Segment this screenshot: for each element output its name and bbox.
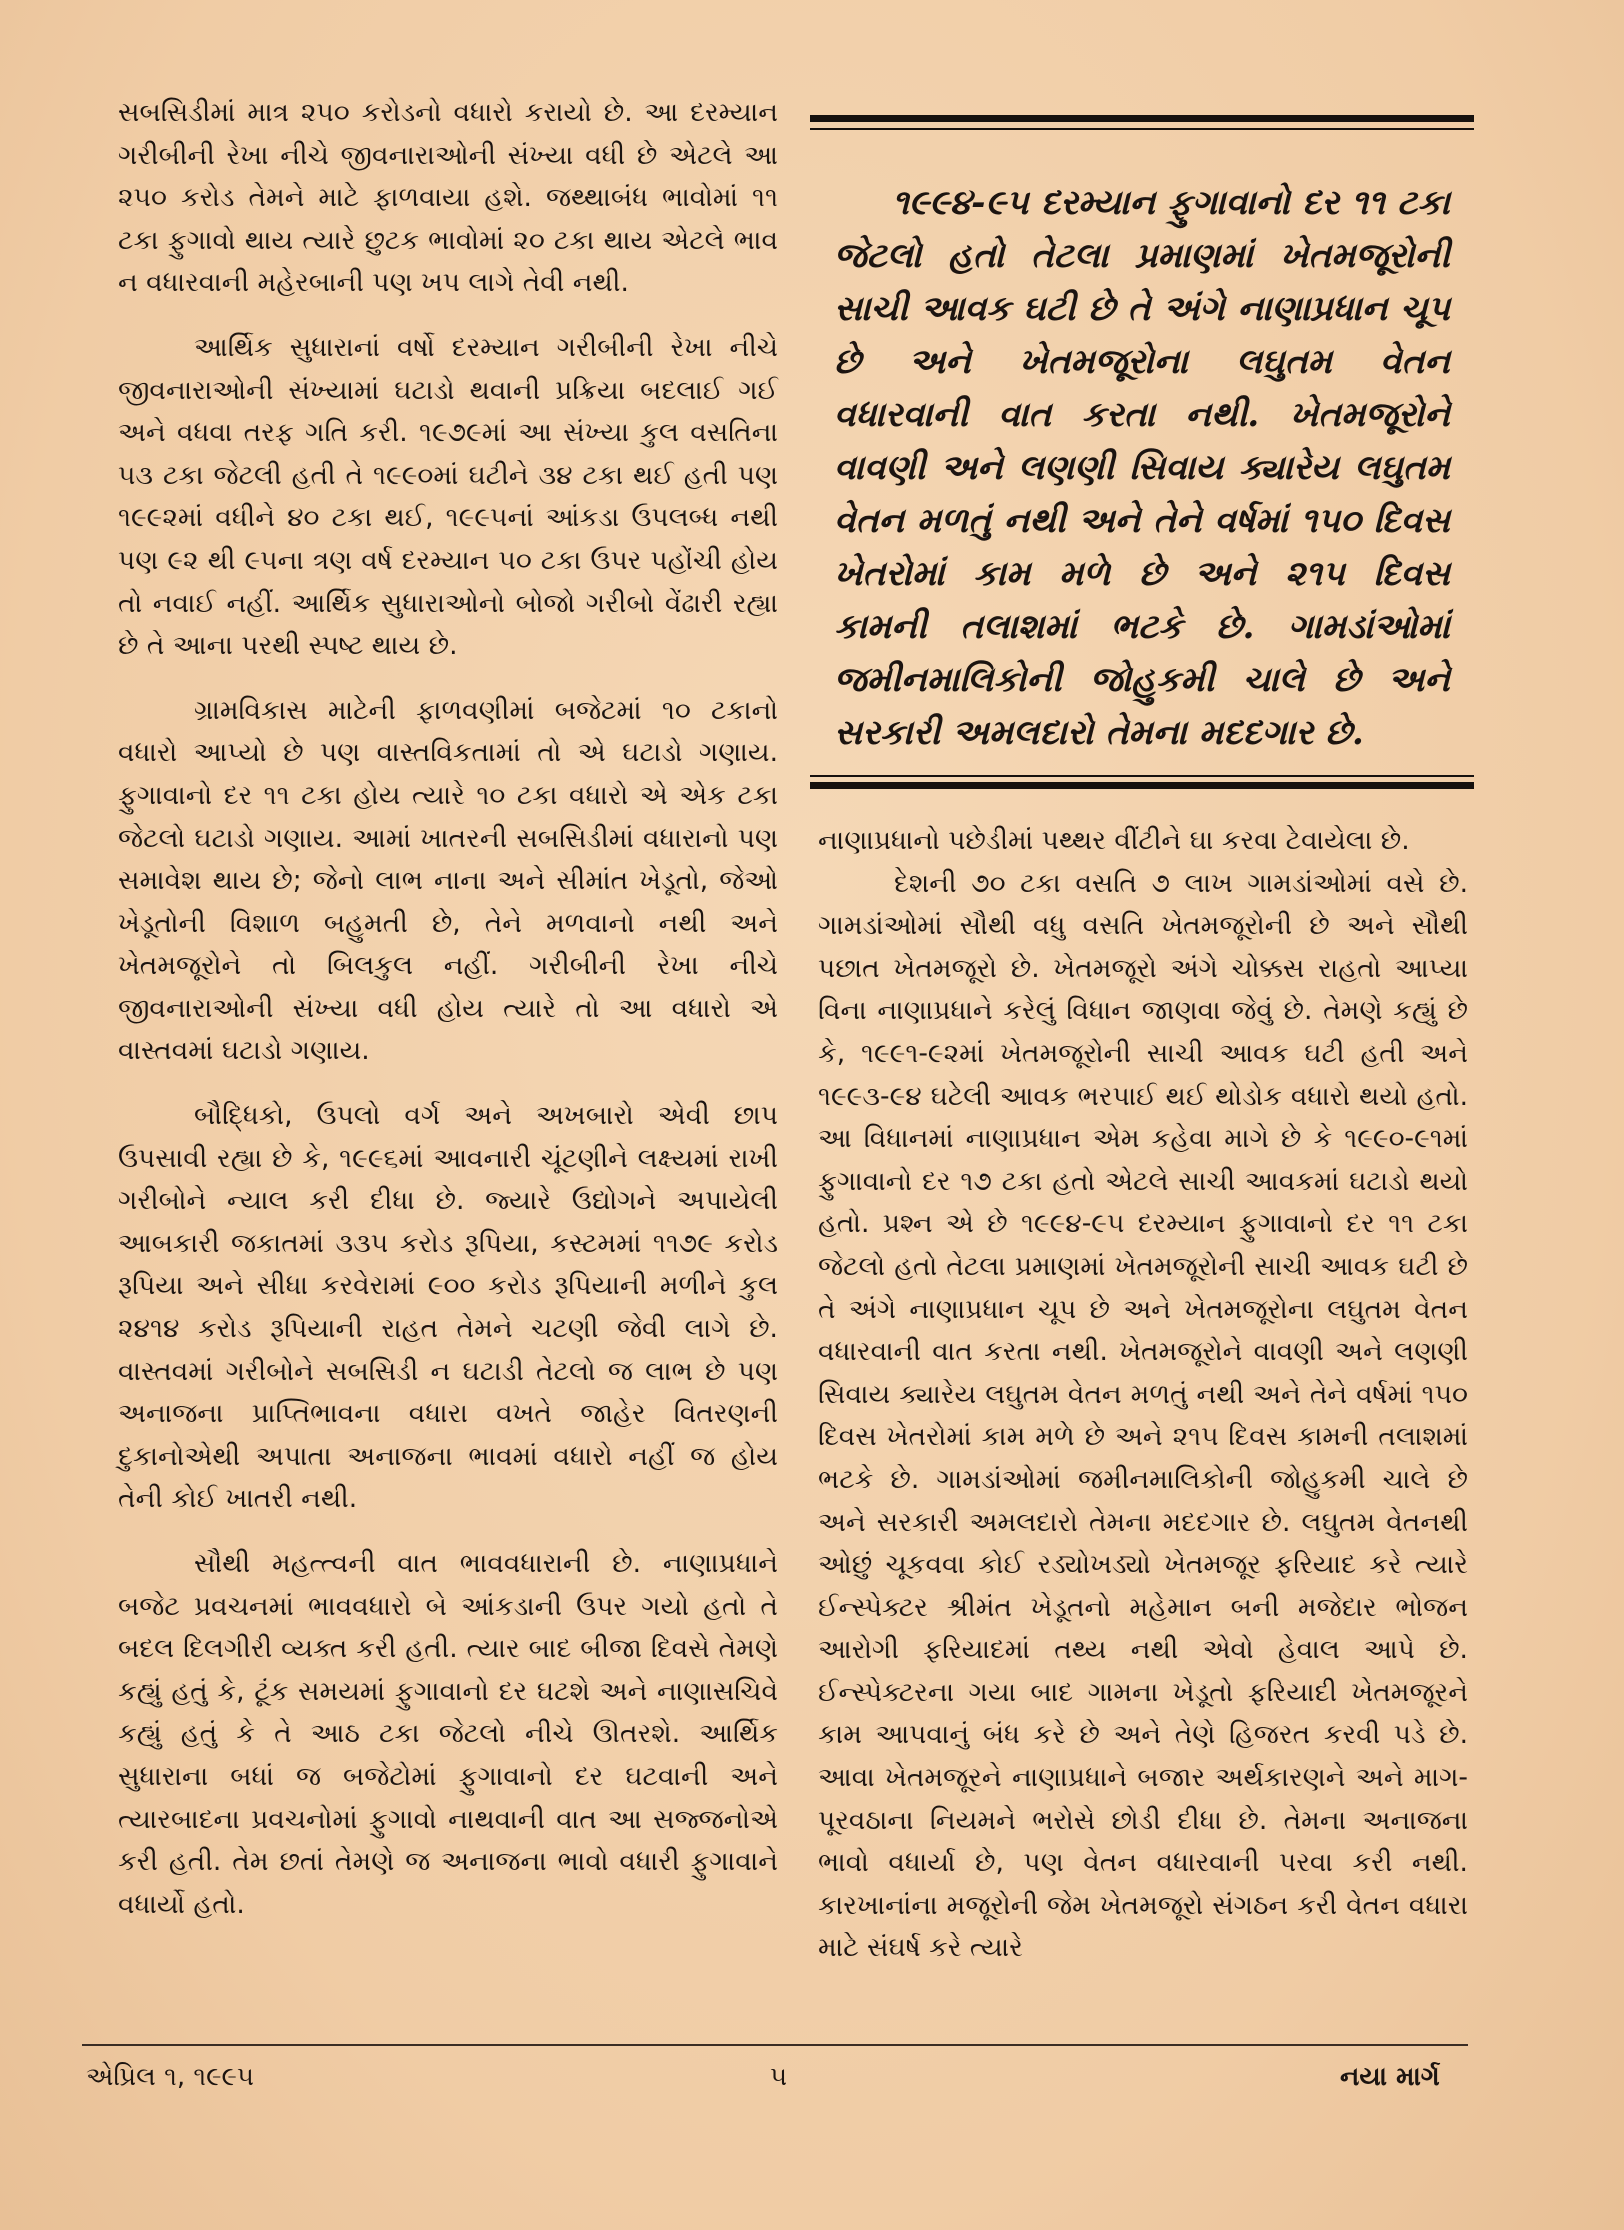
pull-quote-bottom-rule-thick [810, 782, 1474, 789]
footer-rule [82, 2044, 1468, 2046]
pull-quote: ૧૯૯૪-૯૫ દરમ્યાન ફુગાવાનો દર ૧૧ ટકા જેટલો હતો તેટલા પ્રમાણમાં ખેતમજૂરોની સાચી આવક ઘટી છે તે અંગે નાણાપ્રધાન ચૂપ છે અને ખેતમજૂરોના લઘુતમ વેતન વધારવાની વાત કરતા નથી. ખેતમજૂરોને વાવણી અને લણણી સિવાય ક્યારેય લઘુતમ વેતન મળતું નથી અને તેને વર્ષમાં ૧૫૦ દિવસ ખેતરોમાં કામ મળે છે અને ૨૧૫ દિવસ કામની તલાશમાં ભટકે છે. ગામડાંઓમાં જમીનમાલિકોની જોહુકમી ચાલે છે અને સરકારી અમલદારો તેમના મદદગાર છે. [834, 183, 1450, 753]
right-column [818, 820, 1468, 1970]
footer-date: એપ્રિલ ૧, ૧૯૯૫ [86, 2062, 254, 2092]
left-paragraph-1: સબસિડીમાં માત્ર ૨૫૦ કરોડનો વધારો કરાયો છે. આ દરમ્યાન ગરીબીની રેખા નીચે જીવનારાઓની સંખ્યા વધી છે એટલે આ ૨૫૦ કરોડ તેમને માટે ફાળવાયા હશે. જથ્થાબંધ ભાવોમાં ૧૧ ટકા ફુગાવો થાય ત્યારે છુટક ભાવોમાં ૨૦ ટકા થાય એટલે ભાવ ન વધારવાની મહેરબાની પણ ખપ લાગે તેવી નથી. [118, 97, 778, 299]
right-paragraph-1: નાણાપ્રધાનો પછેડીમાં પથ્થર વીંટીને ઘા કરવા ટેવાયેલા છે. [818, 825, 1410, 856]
left-paragraph-4: બૌદ્ધિકો, ઉપલો વર્ગ અને અખબારો એવી છાપ ઉપસાવી રહ્યા છે કે, ૧૯૯૬માં આવનારી ચૂંટણીને લક્ષ્યમાં રાખી ગરીબોને ન્યાલ કરી દીધા છે. જ્યારે ઉદ્યોગને અપાયેલી આબકારી જકાતમાં ૩૩૫ કરોડ રૂપિયા, કસ્ટમમાં ૧૧૭૯ કરોડ રૂપિયા અને સીધા કરવેરામાં ૯૦૦ કરોડ રૂપિયાની મળીને કુલ ૨૪૧૪ કરોડ રૂપિયાની રાહત તેમને ચટણી જેવી લાગે છે. વાસ્તવમાં ગરીબોને સબસિડી ન ઘટાડી તેટલો જ લાભ છે પણ અનાજના પ્રાપ્તિભાવના વધારા વખતે જાહેર વિતરણની દુકાનોએથી અપાતા અનાજના ભાવમાં વધારો નહીં જ હોય તેની કોઈ ખાતરી નથી. [118, 1100, 778, 1515]
left-column [118, 92, 778, 1926]
pull-quote-bottom-rule-thin [810, 775, 1474, 777]
publication-name: નયા માર્ગ [1340, 2062, 1440, 2092]
pull-quote-top-rule-thick [810, 115, 1474, 122]
left-paragraph-3: ગ્રામવિકાસ માટેની ફાળવણીમાં બજેટમાં ૧૦ ટકાનો વધારો આપ્યો છે પણ વાસ્તવિકતામાં તો એ ઘટાડો ગણાય. ફુગાવાનો દર ૧૧ ટકા હોય ત્યારે ૧૦ ટકા વધારો એ એક ટકા જેટલો ઘટાડો ગણાય. આમાં ખાતરની સબસિડીમાં વધારાનો પણ સમાવેશ થાય છે; જેનો લાભ નાના અને સીમાંત ખેડૂતો, જેઓ ખેડૂતોની વિશાળ બહુમતી છે, તેને મળવાનો નથી અને ખેતમજૂરોને તો બિલકુલ નહીં. ગરીબીની રેખા નીચે જીવનારાઓની સંખ્યા વધી હોય ત્યારે તો આ વધારો એ વાસ્તવમાં ઘટાડો ગણાય. [118, 694, 778, 1067]
page-number: ૫ [770, 2062, 788, 2092]
left-paragraph-2: આર્થિક સુધારાનાં વર્ષો દરમ્યાન ગરીબીની રેખા નીચે જીવનારાઓની સંખ્યામાં ઘટાડો થવાની પ્રક્રિયા બદલાઈ ગઈ અને વધવા તરફ ગતિ કરી. ૧૯૭૯માં આ સંખ્યા કુલ વસતિના ૫૩ ટકા જેટલી હતી તે ૧૯૯૦માં ઘટીને ૩૪ ટકા થઈ હતી પણ ૧૯૯૨માં વધીને ૪૦ ટકા થઈ, ૧૯૯૫નાં આંકડા ઉપલબ્ધ નથી પણ ૯૨ થી ૯૫ના ત્રણ વર્ષ દરમ્યાન ૫૦ ટકા ઉપર પહોંચી હોય તો નવાઈ નહીં. આર્થિક સુધારાઓનો બોજો ગરીબો વેંઢારી રહ્યા છે તે આના પરથી સ્પષ્ટ થાય છે. [118, 331, 778, 662]
right-paragraph-2: દેશની ૭૦ ટકા વસતિ ૭ લાખ ગામડાંઓમાં વસે છે. ગામડાંઓમાં સૌથી વધુ વસતિ ખેતમજૂરોની છે અને સૌથી પછાત ખેતમજૂરો છે. ખેતમજૂરો અંગે ચોક્કસ રાહતો આપ્યા વિના નાણાપ્રધાને કરેલું વિધાન જાણવા જેવું છે. તેમણે કહ્યું છે કે, ૧૯૯૧-૯૨માં ખેતમજૂરોની સાચી આવક ઘટી હતી અને ૧૯૯૩-૯૪ ઘટેલી આવક ભરપાઈ થઈ થોડોક વધારો થયો હતો. આ વિધાનમાં નાણાપ્રધાન એમ કહેવા માગે છે કે ૧૯૯૦-૯૧માં ફુગાવાનો દર ૧૭ ટકા હતો એટલે સાચી આવકમાં ઘટાડો થયો હતો. પ્રશ્ન એ છે ૧૯૯૪-૯૫ દરમ્યાન ફુગાવાનો દર ૧૧ ટકા જેટલો હતો તેટલા પ્રમાણમાં ખેતમજૂરોની સાચી આવક ઘટી છે તે અંગે નાણાપ્રધાન ચૂપ છે અને ખેતમજૂરોના લઘુતમ વેતન વધારવાની વાત કરતા નથી. ખેતમજૂરોને વાવણી અને લણણી સિવાય ક્યારેય લઘુતમ વેતન મળતું નથી અને તેને વર્ષમાં ૧૫૦ દિવસ ખેતરોમાં કામ મળે છે અને ૨૧૫ દિવસ કામની તલાશમાં ભટકે છે. ગામડાંઓમાં જમીનમાલિકોની જોહુકમી ચાલે છે અને સરકારી અમલદારો તેમના મદદગાર છે. લઘુતમ વેતનથી ઓછું ચૂકવવા કોઈ રડ્યોખડ્યો ખેતમજૂર ફરિયાદ કરે ત્યારે ઈન્સ્પેક્ટર શ્રીમંત ખેડૂતનો મહેમાન બની મજેદાર ભોજન આરોગી ફરિયાદમાં તથ્ય નથી એવો હેવાલ આપે છે. ઈન્સ્પેક્ટરના ગયા બાદ ગામના ખેડૂતો ફરિયાદી ખેતમજૂરને કામ આપવાનું બંધ કરે છે અને તેણે હિજરત કરવી પડે છે. આવા ખેતમજૂરને નાણાપ્રધાને બજાર અર્થકારણને અને માગ-પૂરવઠાના નિયમને ભરોસે છોડી દીધા છે. તેમના અનાજના ભાવો વધાર્યા છે, પણ વેતન વધારવાની પરવા કરી નથી. કારખાનાંના મજૂરોની જેમ ખેતમજૂરો સંગઠન કરી વેતન વધારા માટે સંઘર્ષ કરે ત્યારે [818, 867, 1468, 1964]
pull-quote-box [810, 115, 1474, 800]
pull-quote-top-rule-thin [810, 128, 1474, 130]
left-paragraph-5: સૌથી મહત્ત્વની વાત ભાવવધારાની છે. નાણાપ્રધાને બજેટ પ્રવચનમાં ભાવવધારો બે આંકડાની ઉપર ગયો હતો તે બદલ દિલગીરી વ્યક્ત કરી હતી. ત્યાર બાદ બીજા દિવસે તેમણે કહ્યું હતું કે, ટૂંક સમયમાં ફુગાવાનો દર ઘટશે અને નાણાસચિવે કહ્યું હતું કે તે આઠ ટકા જેટલો નીચે ઊતરશે. આર્થિક સુધારાના બધાં જ બજેટોમાં ફુગાવાનો દર ઘટવાની અને ત્યારબાદના પ્રવચનોમાં ફુગાવો નાથવાની વાત આ સજ્જનોએ કરી હતી. તેમ છતાં તેમણે જ અનાજના ભાવો વધારી ફુગાવાને વધાર્યો હતો. [118, 1548, 778, 1920]
